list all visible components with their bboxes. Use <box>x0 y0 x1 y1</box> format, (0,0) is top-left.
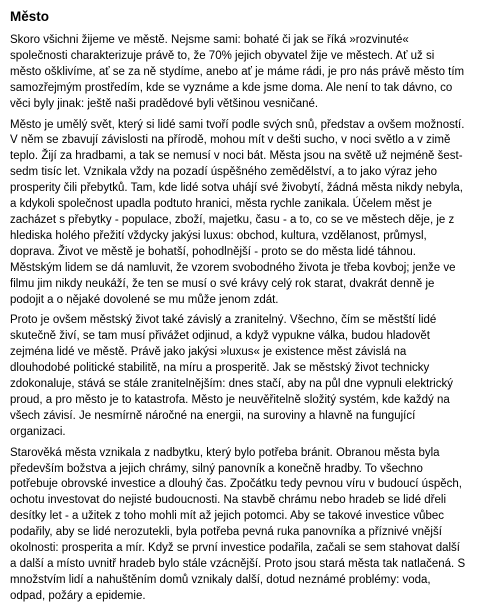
document-title: Město <box>10 9 50 24</box>
paragraph-4: Starověká města vznikala z nadbytku, který bylo potřeba bránit. Obranou města byla především božstva a jejich chrámy, silný panovník a konečně hradby. To všechno potřebuje obrovské investice a dlouhý čas. Zpočátku tedy pevnou víru v budoucí úspěch, ochotu investovat do nejisté budoucnosti. Na stavbě chrámu nebo hradeb se lidé dřeli desítky let - a užitek z toho mohli mít až jejich potomci. Aby se takové investice vůbec podařily, aby se lidé nerozutekli, byla potřeba pevná ruka panovníka a příznivé vnější okolnosti: prosperita a mír. Když se první investice podařila, začali se sem stahovat další a další a místo uvnitř hradeb bylo stále vzácnější. Proto jsou stará města tak natlačená. S množstvím lidí a nahuštěním domů vznikaly další, dotud neznámé problémy: voda, odpad, požáry a epidemie. <box>10 446 466 602</box>
paragraph-1: Skoro všichni žijeme ve městě. Nejsme sami: bohaté či jak se říká »rozvinuté« společnosti charakterizuje právě to, že 70% jejich obyvatel žije ve městech. Ať už si město ošklivíme, ať se za ně stydíme, anebo ať je máme rádi, je pro nás právě město tím samozřejmým prostředím, kde se vyznáme a kde jsme doma. Ale není to tak dávno, co věci byly jinak: ještě naši pradědové byli většinou vesničané. <box>10 34 465 110</box>
paragraph-3: Proto je ovšem městský život také závislý a zranitelný. Všechno, čím se městští lidé skutečně živí, se tam musí přivážet odjinud, a když vypukne válka, budou hladovět zejména lidé ve městě. Právě jako jakýsi »luxus« je existence měst závislá na dlouhodobé politické stabilitě, na míru a prosperitě. Jak se městský život technicky zdokonaluje, stává se stále zranitelnějším: dnes stačí, aby na půl dne vypnuli elektrický proud, a pro město je to katastrofa. Město je neuvěřitelně složitý systém, kde každý na všech závisí. Je nesmírně náročné na energii, na suroviny a hlavně na fungující organizaci. <box>10 314 453 438</box>
paragraph-2: Město je umělý svět, který si lidé sami tvoří podle svých snů, představ a ovšem možností. V něm se zbavují závislosti na přírodě, mohou mít v dešti sucho, v noci světlo a v zimě teplo. Žijí za hradbami, a tak se nemusí v noci bát. Města jsou na světě už nejméně šest-sedm tisíc let. Vznikala vždy na pozadí úspěšného zemědělství, a to jako výraz jeho prosperity čili přebytků. Tam, kde lidé sotva uhájí své živobytí, žádná města nikdy nebyla, a kdykoli společnost upadla podtuto hranici, města rychle zanikala. Účelem měst je zacházet s přebytky - populace, zboží, majetku, času - a to, co se ve městech děje, je z hlediska holého přežití vždycky jakýsi luxus: obchod, kultura, vzdělanost, průmysl, doprava. Život ve městě je bohatší, pohodlnější - proto se do města lidé táhnou. Městským lidem se dá namluvit, že vzorem svobodného života je třeba kovboj; jenže ve filmu jim nikdy neukáží, že ten se musí o své krávy celý rok starat, dvakrát denně je podojit a o nějaké dovolené se mu může jenom zdát. <box>10 118 465 306</box>
